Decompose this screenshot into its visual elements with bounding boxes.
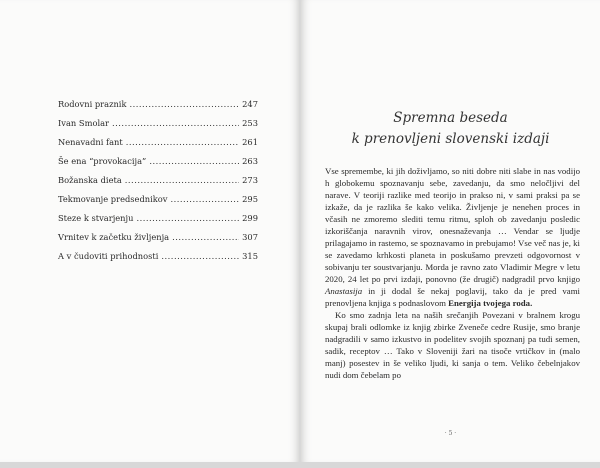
chapter-title-line2: k prenovljeni slovenski izdaji [351,131,550,147]
toc-leader-dots [126,137,239,147]
text: in ji dodal še nekaj poglavij, tako da je pred vami prenovljena knjiga s podnaslovom [325,286,580,308]
toc-entry-title: Nenavadni fant [58,137,123,147]
left-page [0,0,299,462]
paragraph [325,165,580,309]
chapter-title-line1: Spremna beseda [393,110,508,126]
toc-entry-page: 307 [242,232,258,242]
toc-entry-page: 315 [242,251,258,261]
toc-entry-title: Še ena “provokacija” [58,156,147,166]
toc-entry [58,194,258,213]
toc-entry-title: Ivan Smolar [58,118,110,128]
subtitle-emphasis: Energija tvojega roda. [448,298,533,308]
text: Vse spremembe, ki jih doživljamo, so niti dobre niti slabe in nas vodijo h globokemu spoznavanju sebe, zavedanju, da smo neločljivi del narave. V teoriji razlike med teorijo in prakso ni, v sami praksi pa se izkaže, da je razlika še kako velika. Življenje je nenehen proces in včasih ne zmoremo slediti temu ritmu, sploh ob zavedanju posledic izkoriščanja naravnih virov, onesnaževanja … Vendar se ljudje prilagajamo in rastemo, se spoznavamo in prebujamo! Vse več nas je, ki se zavedamo krhkosti planeta in poskušamo prevzeti odgovornost v sobivanju ter soustvarjanju. Morda je ravno zato Vladimir Megre v letu 2020, 24 let po prvi izdaji, ponovno (že drugič) nadgradil prvo knjigo [325,166,580,284]
toc-entry-title: Božanska dieta [58,175,122,185]
toc-entry [58,156,258,175]
toc-entry-title: Tekmovanje predsednikov [58,194,168,204]
paragraph: Ko smo zadnja leta na naših srečanjih Povezani v bralnem krogu skupaj brali odlomke iz knjig zbirke Zveneče cedre Rusije, smo branje nadgradili v samo izkustvo in podelitev svojih spoznanj pa tudi semen, sadik, receptov … Tako v Sloveniji žari na tisoče vrtičkov in (malo manj) posestev in še veliko ljudi, ki sanja o tem. Veliko čebelnjakov nudi dom čebelam po [325,310,580,380]
toc-entry-page: 261 [242,137,258,147]
right-page [301,0,600,462]
toc-entry-title: Vrnitev k začetku življenja [58,232,170,242]
toc-leader-dots [161,251,239,261]
toc-entry [58,137,258,156]
toc-leader-dots [136,213,239,223]
toc-entry [58,99,258,118]
toc-entry [58,213,258,232]
toc-entry-page: 247 [242,99,258,109]
toc-entry-page: 295 [242,194,258,204]
toc-entry-title: A v čudoviti prihodnosti [58,251,159,261]
toc-leader-dots [149,156,239,166]
chapter-title [301,108,600,150]
toc-entry [58,232,258,251]
toc-leader-dots [172,232,239,242]
toc-entry-page: 253 [242,118,258,128]
toc-entry [58,118,258,137]
toc-leader-dots [125,175,239,185]
book-title: Anastasija [325,286,363,296]
chapter-body [325,165,580,381]
toc-leader-dots [112,118,239,128]
toc-entry-page: 299 [242,213,258,223]
toc-entry-title: Steze k stvarjenju [58,213,134,223]
toc-leader-dots [130,99,240,109]
toc-entry-title: Rodovni praznik [58,99,127,109]
toc-entry-page: 263 [242,156,258,166]
page-number: · 5 · [444,430,457,437]
toc-entry-page: 273 [242,175,258,185]
table-of-contents [58,99,258,270]
toc-leader-dots [170,194,239,204]
toc-entry [58,175,258,194]
toc-entry [58,251,258,270]
